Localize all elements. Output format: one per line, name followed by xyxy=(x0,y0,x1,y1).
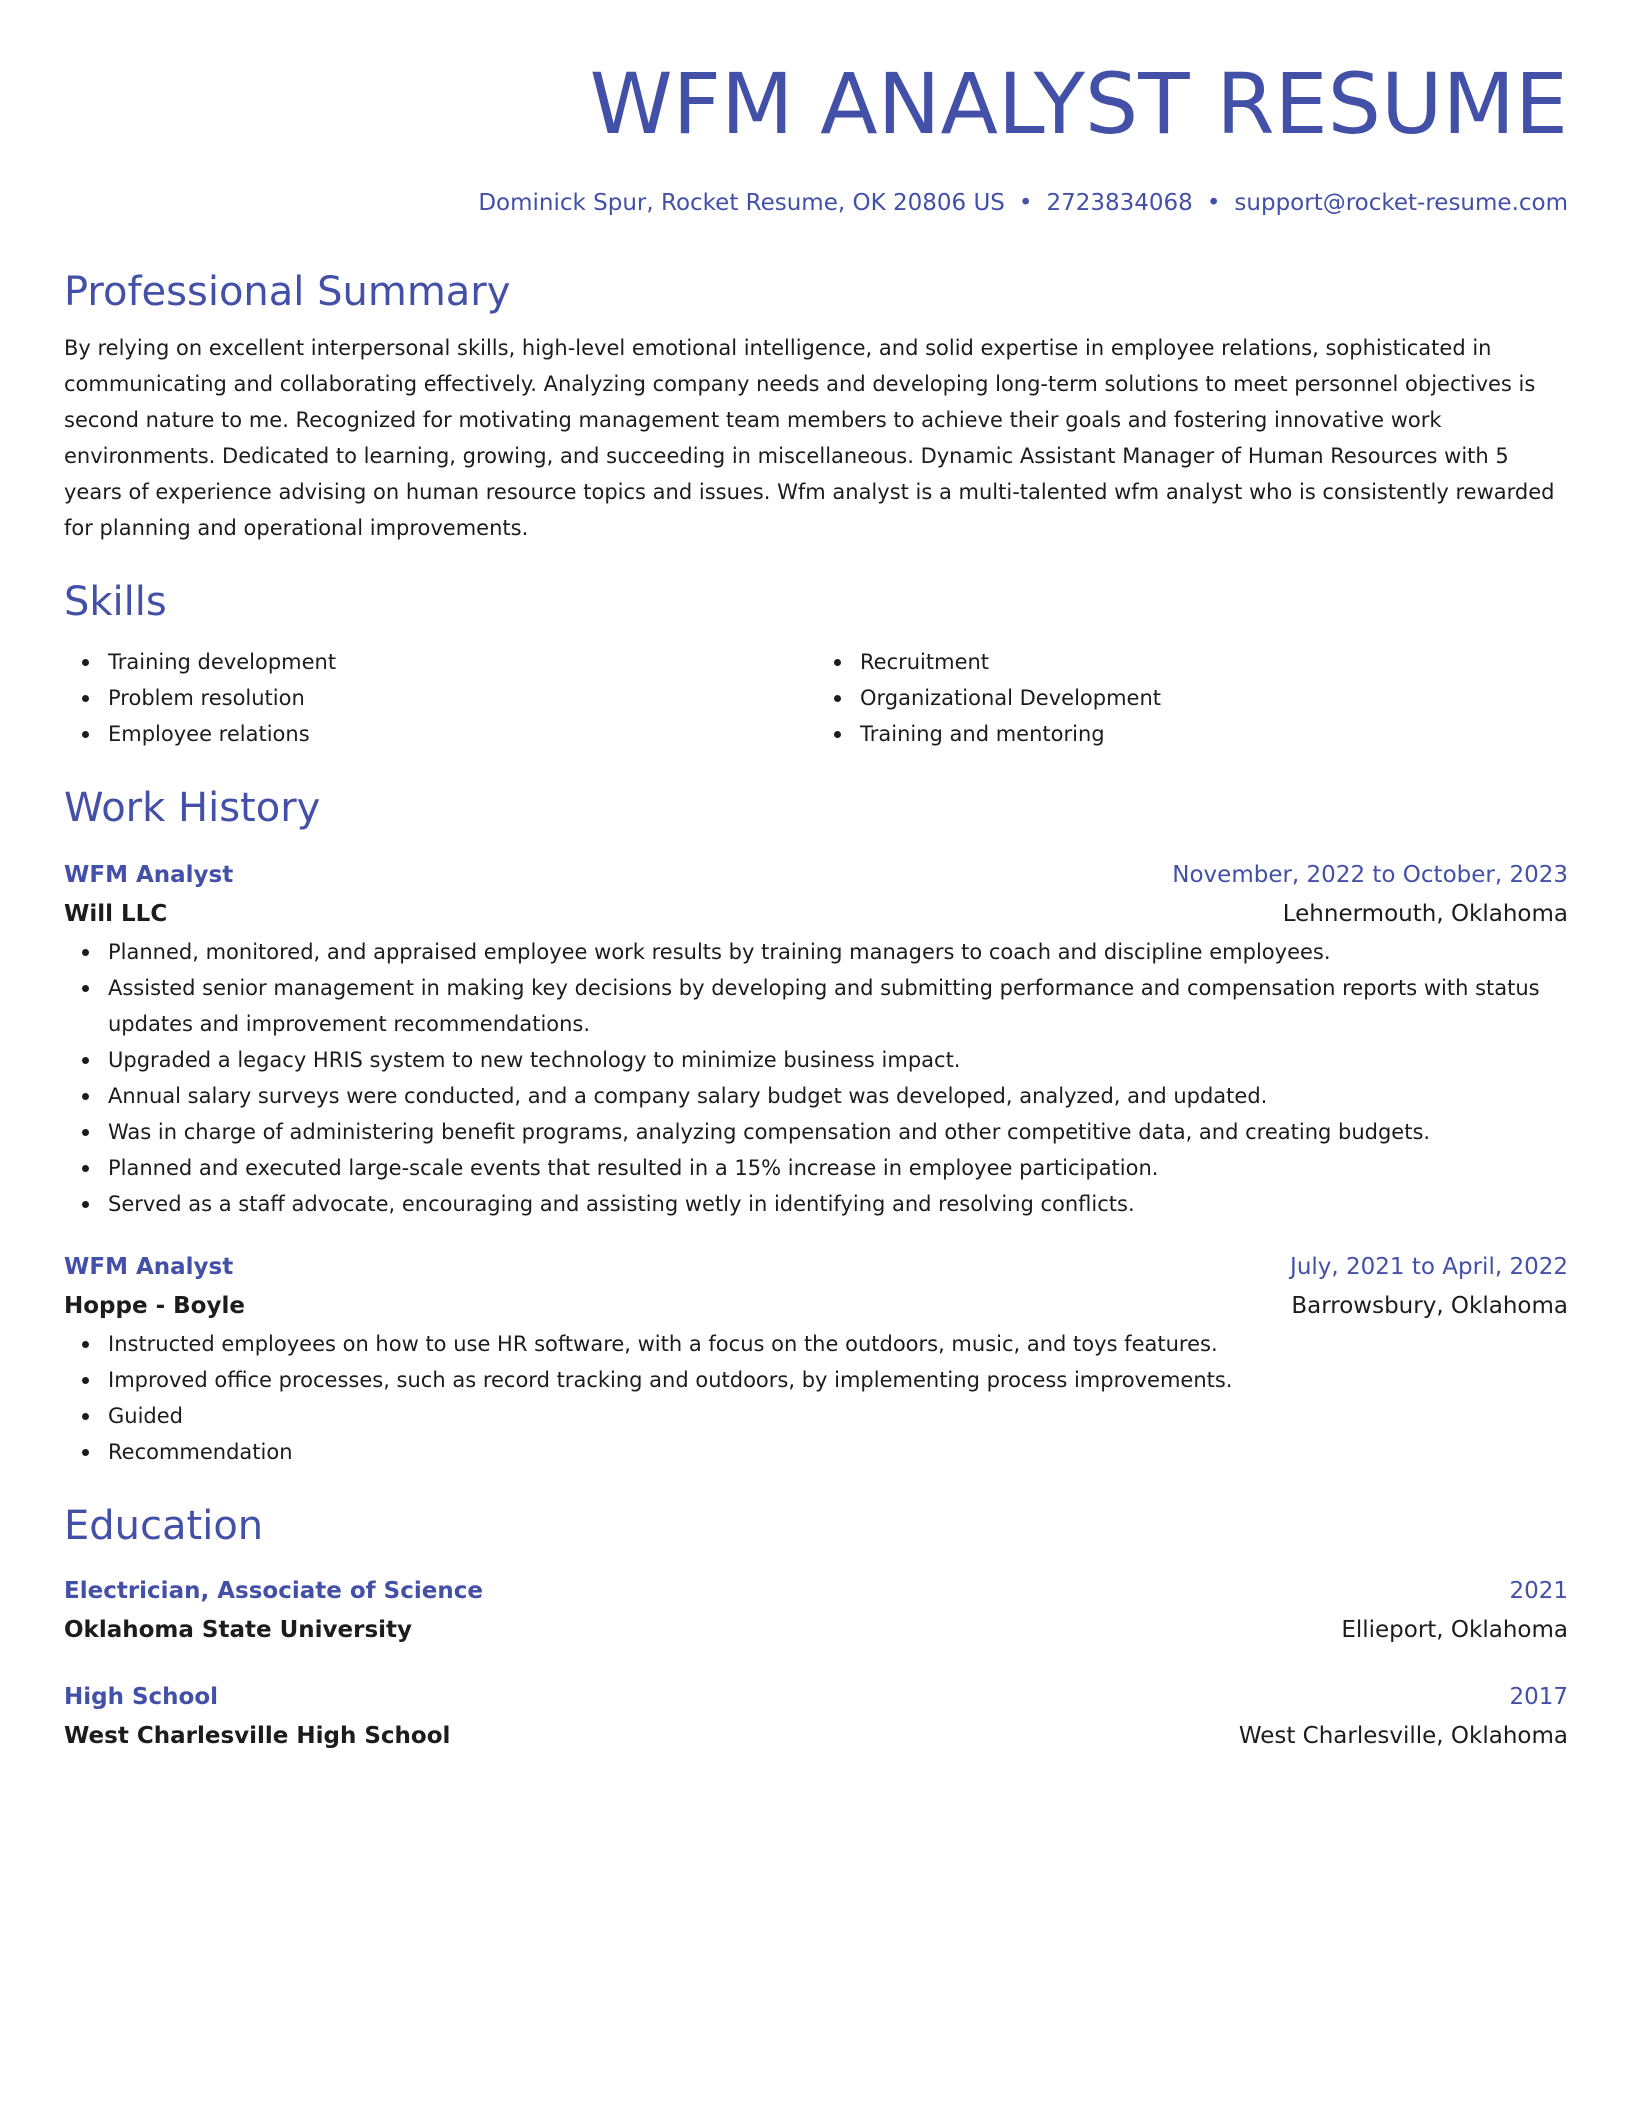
education-entry xyxy=(64,1678,1568,1756)
skills-list-right xyxy=(816,644,1568,752)
education-school: West Charlesville High School xyxy=(64,1723,451,1749)
contact-separator: • xyxy=(1018,190,1033,216)
job-bullets xyxy=(64,1326,1568,1470)
job-bullet: Upgraded a legacy HRIS system to new technology to minimize business impact. xyxy=(108,1042,1568,1078)
skill-item: Training development xyxy=(108,644,816,680)
work-history-section xyxy=(64,782,1568,1470)
skill-item: Employee relations xyxy=(108,716,816,752)
education-heading: Education xyxy=(64,1503,264,1549)
skill-item: Problem resolution xyxy=(108,680,816,716)
resume-title: WFM ANALYST RESUME xyxy=(589,55,1568,153)
education-school: Oklahoma State University xyxy=(64,1617,413,1643)
education-header-row xyxy=(64,1572,1568,1610)
education-year: 2017 xyxy=(1509,1684,1568,1710)
job-bullet: Served as a staff advocate, encouraging and assisting wetly in identifying and resolving conflicts. xyxy=(108,1186,1568,1222)
education-degree: High School xyxy=(64,1684,219,1710)
job-dates: July, 2021 to April, 2022 xyxy=(1290,1254,1568,1280)
skill-item: Training and mentoring xyxy=(860,716,1568,752)
job-bullet: Guided xyxy=(108,1398,1568,1434)
job-location: Barrowsbury, Oklahoma xyxy=(1291,1293,1568,1319)
contact-phone: 2723834068 xyxy=(1046,190,1193,216)
summary-section xyxy=(64,266,1568,546)
job-title: WFM Analyst xyxy=(64,862,234,888)
job-location: Lehnermouth, Oklahoma xyxy=(1282,901,1568,927)
skills-heading: Skills xyxy=(64,579,167,625)
education-header-row xyxy=(64,1678,1568,1716)
education-school-row xyxy=(64,1716,1568,1756)
education-year: 2021 xyxy=(1509,1578,1568,1604)
education-entry xyxy=(64,1572,1568,1650)
job-bullets xyxy=(64,934,1568,1222)
education-school-row xyxy=(64,1610,1568,1650)
job-bullet: Planned, monitored, and appraised employee work results by training managers to coach and discipline employees. xyxy=(108,934,1568,970)
job-company: Will LLC xyxy=(64,901,168,927)
education-degree: Electrician, Associate of Science xyxy=(64,1578,483,1604)
skills-grid xyxy=(64,644,1568,752)
job-entry xyxy=(64,856,1568,1222)
job-bullet: Assisted senior management in making key decisions by developing and submitting performance and compensation reports with status updates and improvement recommendations. xyxy=(108,970,1568,1042)
job-company: Hoppe - Boyle xyxy=(64,1293,245,1319)
contact-separator: • xyxy=(1206,190,1221,216)
job-bullet: Instructed employees on how to use HR software, with a focus on the outdoors, music, and toys features. xyxy=(108,1326,1568,1362)
job-entry xyxy=(64,1248,1568,1470)
job-bullet: Annual salary surveys were conducted, and a company salary budget was developed, analyzed, and updated. xyxy=(108,1078,1568,1114)
job-bullet: Was in charge of administering benefit programs, analyzing compensation and other competitive data, and creating budgets. xyxy=(108,1114,1568,1150)
skill-item: Recruitment xyxy=(860,644,1568,680)
job-header-row xyxy=(64,856,1568,894)
job-org-row xyxy=(64,894,1568,934)
skills-section xyxy=(64,576,1568,752)
job-org-row xyxy=(64,1286,1568,1326)
skill-item: Organizational Development xyxy=(860,680,1568,716)
job-bullet: Improved office processes, such as record tracking and outdoors, by implementing process improvements. xyxy=(108,1362,1568,1398)
summary-text: By relying on excellent interpersonal skills, high-level emotional intelligence, and solid expertise in employee relations, sophisticated in communicating and collaborating effectively. Analyzing company needs and developing long-term solutions to meet personnel objectives is second nature to me. Recognized for motivating management team members to achieve their goals and fostering innovative work environments. Dedicated to learning, growing, and succeeding in miscellaneous. Dynamic Assistant Manager of Human Resources with 5 years of experience advising on human resource topics and issues. Wfm analyst is a multi-talented wfm analyst who is consistently rewarded for planning and operational improvements. xyxy=(64,336,1555,540)
skills-list-left xyxy=(64,644,816,752)
job-title: WFM Analyst xyxy=(64,1254,234,1280)
job-bullet: Planned and executed large-scale events that resulted in a 15% increase in employee participation. xyxy=(108,1150,1568,1186)
job-header-row xyxy=(64,1248,1568,1286)
work-history-heading: Work History xyxy=(64,785,321,831)
contact-address: Dominick Spur, Rocket Resume, OK 20806 US xyxy=(478,190,1005,216)
education-location: West Charlesville, Oklahoma xyxy=(1238,1723,1568,1749)
contact-email[interactable]: support@rocket-resume.com xyxy=(1234,190,1568,216)
job-dates: November, 2022 to October, 2023 xyxy=(1172,862,1568,888)
contact-line xyxy=(64,186,1568,220)
summary-heading: Professional Summary xyxy=(64,269,511,315)
education-location: Ellieport, Oklahoma xyxy=(1341,1617,1568,1643)
education-section xyxy=(64,1500,1568,1756)
job-bullet: Recommendation xyxy=(108,1434,1568,1470)
